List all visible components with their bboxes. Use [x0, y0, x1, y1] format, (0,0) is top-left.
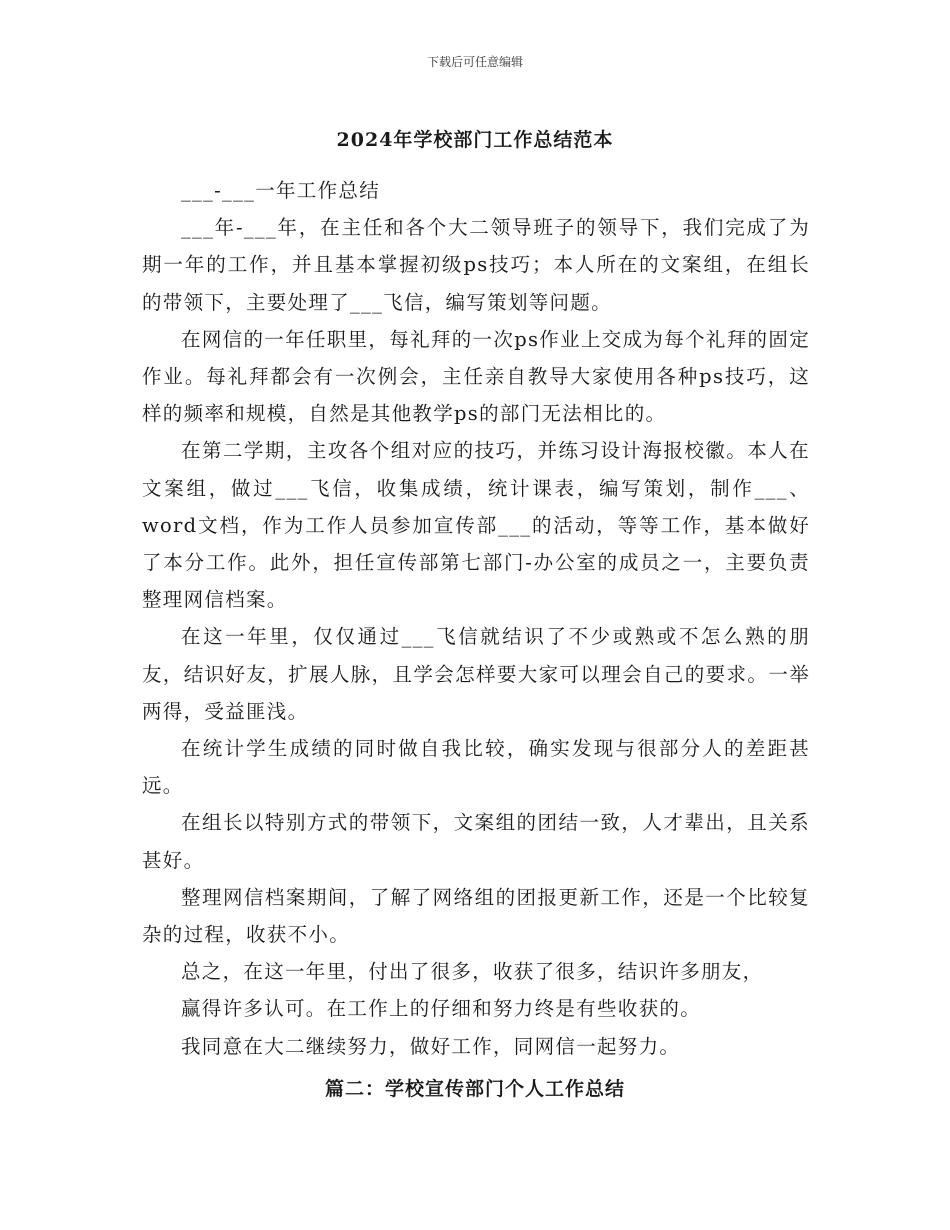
paragraph: 在统计学生成绩的同时做自我比较，确实发现与很部分人的差距甚远。 — [142, 737, 810, 798]
paragraph: 在这一年里，仅仅通过___飞信就结识了不少或熟或不怎么熟的朋友，结识好友，扩展人脉，且学会怎样要大家可以理会自己的要求。一举两得，受益匪浅。 — [142, 625, 811, 723]
paragraph-intro-heading: ___-___一年工作总结 — [181, 179, 380, 202]
page-header-note: 下载后可任意编辑 — [426, 55, 523, 69]
paragraph: 在第二学期，主攻各个组对应的技巧，并练习设计海报校徽。本人在文案组，做过___飞信，收集成绩，统计课表，编写策划，制作___、word文档，作为工作人员参加宣传部___的活动，等等工作，基本做好了本分工作。此外，担任宣传部第七部门-办公室的成员之一，主要负责整理网信档案。 — [142, 439, 810, 612]
paragraph: 在组长以特别方式的带领下，文案组的团结一致，人才辈出，且关系甚好。 — [142, 811, 810, 872]
document-body — [142, 172, 810, 1065]
paragraph: 整理网信档案期间，了解了网络组的团报更新工作，还是一个比较复杂的过程，收获不小。 — [142, 885, 810, 947]
paragraph: 总之，在这一年里，付出了很多，收获了很多，结识许多朋友， — [181, 960, 764, 984]
paragraph: 我同意在大二继续努力，做好工作，同网信一起努力。 — [181, 1034, 681, 1058]
paragraph: 在网信的一年任职里，每礼拜的一次ps作业上交成为每个礼拜的固定作业。每礼拜都会有一次例会，主任亲自教导大家使用各种ps技巧，这样的频率和规模，自然是其他教学ps的部门无法相比的。 — [142, 327, 810, 426]
paragraph: ___年-___年，在主任和各个大二领导班子的领导下，我们完成了为期一年的工作，并且基本掌握初级ps技巧；本人所在的文案组，在组长的带领下，主要处理了___飞信，编写策划等问题。 — [142, 216, 810, 314]
section-title: 篇二：学校宣传部门个人工作总结 — [324, 1078, 625, 1100]
paragraph: 赢得许多认可。在工作上的仔细和努力终是有些收获的。 — [181, 997, 702, 1021]
document-title: 2024年学校部门工作总结范本 — [336, 129, 614, 151]
